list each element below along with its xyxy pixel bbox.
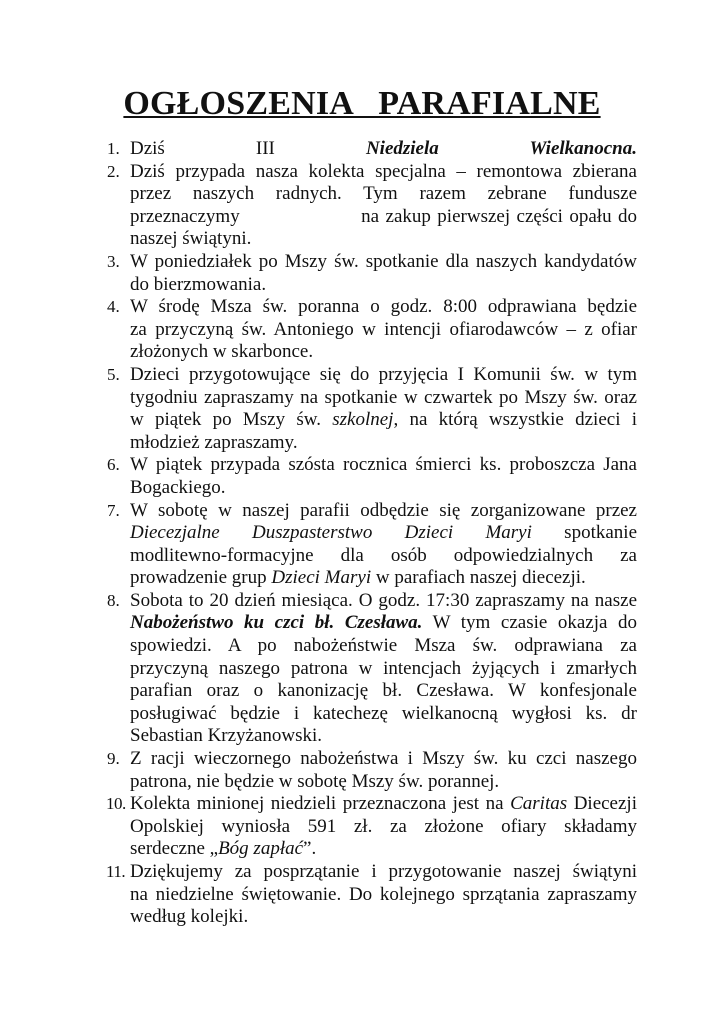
text-run: młodzież zapraszamy.: [130, 431, 298, 453]
item-number: 5.: [107, 364, 120, 384]
item-text-line: [130, 748, 637, 771]
bold-italic-text: Nabożeństwo ku czci bł. Czesława.: [130, 612, 423, 634]
announcement-item: [107, 364, 637, 454]
text-run: modlitewno-formacyjne dla osób odpowiedzialnych za: [130, 544, 637, 566]
announcement-item: [107, 161, 637, 251]
text-run: w piątek po Mszy św.: [130, 409, 333, 431]
text-run: serdeczne „: [130, 838, 219, 860]
text-run: do bierzmowania.: [130, 273, 267, 295]
announcement-item: [107, 793, 637, 861]
item-text-line: [130, 500, 637, 523]
italic-text: Caritas: [510, 793, 568, 815]
item-text-line: [130, 906, 637, 929]
text-run: W tym czasie okazja do: [422, 612, 637, 634]
text-run: za przyczyną św. Antoniego w intencji ofiarodawców – z ofiar: [130, 318, 637, 340]
text-run: według kolejki.: [130, 906, 249, 928]
text-run: prowadzenie grup: [130, 567, 272, 589]
text-run: Sobota to 20 dzień miesiąca. O godz. 17:30 zapraszamy na nasze: [130, 589, 637, 611]
text-run: w parafiach naszej diecezji.: [371, 567, 586, 589]
item-text-line: [130, 545, 637, 568]
text-run: Dziękujemy za posprzątanie i przygotowanie naszej świątyni: [130, 861, 637, 882]
text-run: Bogackiego.: [130, 476, 226, 498]
text-run: Opolskiej wyniosła 591 zł. za złożone ofiary składamy: [130, 815, 637, 837]
text-run: na zakup pierwszej części opału do: [361, 205, 638, 227]
item-text-line: [130, 884, 637, 907]
italic-text: szkolnej: [332, 409, 394, 431]
item-number: 7.: [107, 500, 120, 520]
item-text-line: [130, 477, 637, 500]
text-run: spotkanie: [531, 522, 637, 544]
item-text-line: [130, 296, 637, 319]
announcement-item: [107, 861, 637, 929]
item-text-line: [130, 590, 637, 613]
item-text-line: [130, 274, 637, 297]
item-text-line: [130, 861, 637, 884]
text-run: Dziś III: [130, 138, 366, 159]
item-text-line: [130, 522, 637, 545]
text-run: Z racji wieczornego nabożeństwa i Mszy św. ku czci naszego: [130, 748, 637, 770]
announcement-item: [107, 500, 637, 590]
text-run: Sebastian Krzyżanowski.: [130, 725, 323, 747]
item-text-line: [130, 680, 637, 703]
text-run: parafian oraz o kanonizację bł. Czesława. W konfesjonale: [130, 680, 637, 702]
item-text-line: [130, 725, 637, 748]
item-text-line: [130, 228, 637, 251]
item-text-line: [130, 658, 637, 681]
item-text-line: [130, 319, 637, 342]
text-run: spowiedzi. A po nabożeństwie Msza św. odprawiana za: [130, 635, 637, 657]
text-run: przyczyną naszego patrona w intencjach żyjących i zmarłych: [130, 657, 637, 679]
item-number: 6.: [107, 455, 120, 475]
item-text-line: [130, 161, 637, 184]
item-number: 10.: [106, 794, 126, 814]
announcement-item: [107, 748, 637, 793]
announcement-item: [107, 590, 637, 748]
item-text-line: [130, 387, 637, 410]
item-text-line: [130, 635, 637, 658]
text-run: Diecezji: [567, 793, 637, 815]
item-text-line: [130, 703, 637, 726]
item-number: 1.: [107, 139, 120, 158]
text-run: tygodniu zapraszamy na spotkanie w czwartek po Mszy św. oraz: [130, 386, 637, 408]
item-text-line: [130, 432, 637, 455]
item-number: 8.: [107, 590, 120, 610]
item-text-line: [130, 206, 637, 229]
page-title: [0, 84, 724, 124]
item-number: 3.: [107, 251, 120, 271]
text-run: Kolekta minionej niedzieli przeznaczona jest na: [130, 793, 511, 815]
item-text-line: [130, 838, 637, 861]
italic-text: Dzieci Maryi: [271, 567, 372, 589]
text-run: , na którą wszystkie dzieci i: [393, 409, 638, 431]
text-run: posługiwać będzie i katechezę wielkanocną wygłosi ks. dr: [130, 702, 637, 724]
item-text-line: [130, 409, 637, 432]
text-run: naszej świątyni.: [130, 228, 252, 250]
text-run: złożonych w skarbonce.: [130, 341, 314, 363]
text-run: W piątek przypada szósta rocznica śmierci ks. proboszcza Jana: [130, 454, 637, 476]
item-number: 4.: [107, 297, 120, 317]
item-text-line: [130, 251, 637, 274]
text-run: patrona, nie będzie w sobotę Mszy św. porannej.: [130, 770, 500, 792]
announcement-item: [107, 296, 637, 364]
announcements-list: [107, 138, 637, 929]
text-run: Dziś przypada nasza kolekta specjalna – remontowa zbierana: [130, 160, 637, 182]
text-run: W sobotę w naszej parafii odbędzie się zorganizowane przez: [130, 499, 637, 521]
bold-italic-text: Niedziela Wielkanocna.: [365, 138, 637, 159]
item-text-line: [130, 183, 637, 206]
item-text-line: [130, 612, 637, 635]
text-run: na niedzielne świętowanie. Do kolejnego sprzątania zapraszamy: [130, 883, 637, 905]
page-title-text: OGŁOSZENIA PARAFIALNE: [123, 85, 601, 122]
item-number: 2.: [107, 161, 120, 181]
item-text-line: [130, 567, 637, 590]
text-run: przeznaczymy: [130, 205, 240, 227]
item-text-line: [130, 816, 637, 839]
text-run: ”.: [303, 838, 317, 860]
item-number: 9.: [107, 749, 120, 769]
item-text-line: [130, 138, 637, 161]
announcement-item: [107, 251, 637, 296]
text-run: W poniedziałek po Mszy św. spotkanie dla naszych kandydatów: [130, 250, 637, 272]
italic-text: Diecezjalne Duszpasterstwo Dzieci Maryi: [130, 522, 532, 544]
item-text-line: [130, 793, 637, 816]
text-run: Dzieci przygotowujące się do przyjęcia I Komunii św. w tym: [130, 363, 637, 385]
text-run: przez naszych radnych. Tym razem zebrane fundusze: [130, 183, 637, 205]
item-text-line: [130, 364, 637, 387]
item-number: 11.: [106, 862, 126, 881]
item-text-line: [130, 771, 637, 794]
italic-text: Bóg zapłać: [218, 838, 304, 860]
announcement-item: [107, 138, 637, 161]
announcement-item: [107, 454, 637, 499]
text-run: W środę Msza św. poranna o godz. 8:00 odprawiana będzie: [130, 296, 637, 318]
item-text-line: [130, 454, 637, 477]
item-text-line: [130, 341, 637, 364]
